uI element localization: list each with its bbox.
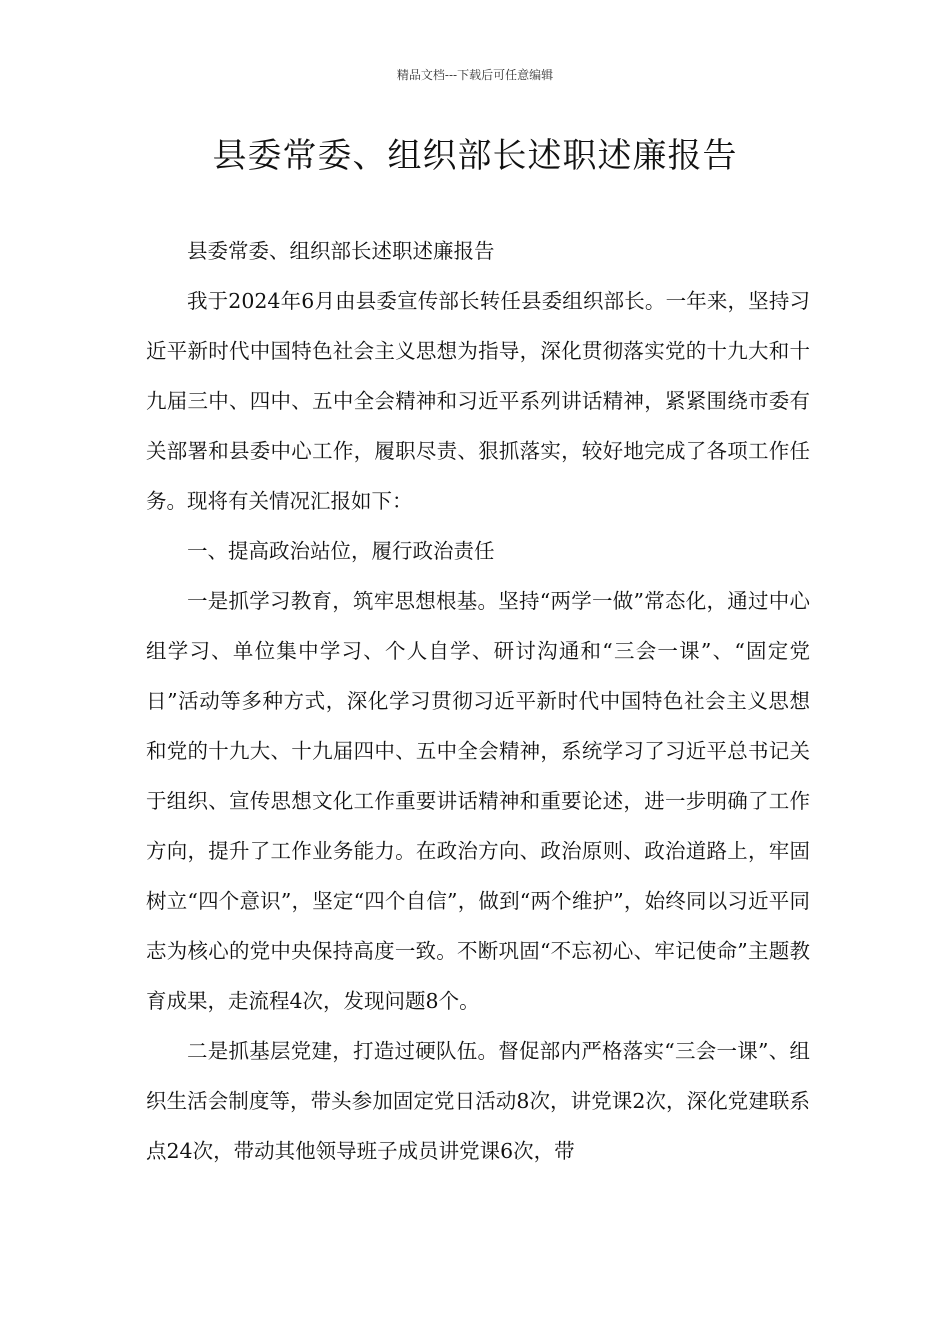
paragraph-study: 一是抓学习教育，筑牢思想根基。坚持“两学一做”常态化，通过中心组学习、单位集中学习、个人自学、研讨沟通和“三会一课”、“固定党日”活动等多种方式，深化学习贯彻习近平新时代中国特色社会主义思想和党的十九大、十九届四中、五中全会精神，系统学习了习近平总书记关于组织、宣传思想文化工作重要讲话精神和重要论述，进一步明确了工作方向，提升了工作业务能力。在政治方向、政治原则、政治道路上，牢固树立“四个意识”，坚定“四个自信”，做到“两个维护”，始终同以习近平同志为核心的党中央保持高度一致。不断巩固“不忘初心、牢记使命”主题教育成果，走流程4次，发现问题8个。: [146, 589, 810, 1013]
document-title: 县委常委、组织部长述职述廉报告: [212, 136, 738, 176]
paragraph-subtitle: 县委常委、组织部长述职述廉报告: [187, 239, 495, 263]
paragraph-intro: 我于2024年6月由县委宣传部长转任县委组织部长。一年来，坚持习近平新时代中国特色社会主义思想为指导，深化贯彻落实党的十九大和十九届三中、四中、五中全会精神和习近平系列讲话精神，紧紧围绕市委有关部署和县委中心工作，履职尽责、狠抓落实，较好地完成了各项工作任务。现将有关情况汇报如下：: [146, 289, 810, 513]
document-body: [146, 226, 810, 1176]
header-note: 精品文档---下载后可任意编辑: [396, 68, 554, 82]
paragraph-party-building: 二是抓基层党建，打造过硬队伍。督促部内严格落实“三会一课”、组织生活会制度等，带头参加固定党日活动8次，讲党课2次，深化党建联系点24次，带动其他领导班子成员讲党课6次，带: [146, 1039, 810, 1163]
section-heading: 一、提高政治站位，履行政治责任: [187, 539, 495, 563]
